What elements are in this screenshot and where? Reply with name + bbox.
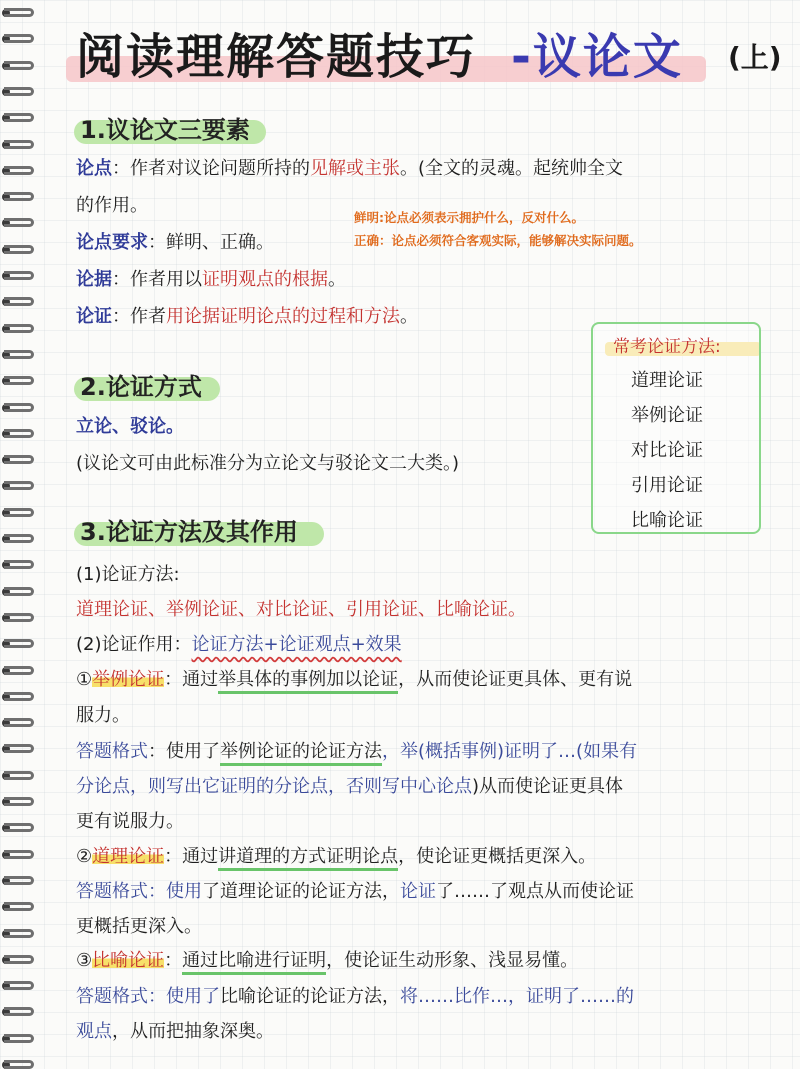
by-fmt-b: 比喻论证的论证方法， [220,986,400,1007]
title-part: (上) [728,41,782,74]
methods-box [591,322,761,534]
spiral-ring [4,455,34,464]
jl-line1 [76,667,632,693]
spiral-ring [4,403,34,412]
by-line1 [76,948,578,974]
spiral-ring [4,508,34,517]
title-topic: -议论文 [511,29,683,85]
yaoqiu-label: 论点要求 [76,232,148,253]
dl-fmt-b: 了道理论证的论证方法， [202,881,400,902]
by-fmt-line1 [76,984,634,1010]
spiral-ring [4,981,34,990]
by-name: 比喻论证 [92,950,165,971]
by-rest: ，使论证生动形象、浅显易懂。 [326,950,579,971]
jl-fmt-l2b: )从而使论证更具体 [472,776,624,797]
lunzheng-end: 。 [400,306,418,327]
spiral-ring [4,534,34,543]
by-fmt-l2b: ，从而把抽象深奥。 [112,1021,274,1042]
spiral-ring [4,560,34,569]
lunzheng-key: 用论据证明论点的过程和方法 [166,306,400,327]
by-fmt-line2 [76,1019,274,1045]
section2-heading [80,367,202,402]
spiral-ring [4,61,34,70]
lunzheng-text: ：作者 [112,306,166,327]
jl-fmt-line1 [76,739,637,765]
jl-colon: ：通过 [164,669,219,690]
spiral-ring [4,902,34,911]
dl-colon: ：通过 [164,846,219,867]
lunju-line [76,267,346,293]
spiral-ring [4,218,34,227]
section3-heading [80,512,298,547]
yaoqiu-text: ：鲜明、正确。 [148,232,274,253]
methods-box-title [613,332,721,357]
lundian-text: ：作者对议论问题所持的 [112,158,310,179]
spiral-ring [4,87,34,96]
lundian-key: 见解或主张 [310,158,400,179]
by-underline: 通过比喻进行证明 [182,950,326,975]
spiral-ring [4,166,34,175]
section1-heading [80,110,250,145]
spiral-ring [4,666,34,675]
by-fmt-c: 将……比作…，证明了……的 [400,986,634,1007]
dl-fmt-line2: 更概括更深入。 [76,916,202,937]
spiral-ring [4,34,34,43]
jl-fmt-line2 [76,774,623,800]
spiral-ring [4,376,34,385]
jl-fmt-underline: 举例论证的论证方法 [220,741,382,766]
spiral-ring [4,245,34,254]
spiral-ring [4,350,34,359]
spiral-ring [4,192,34,201]
jl-fmt-line3: 更有说服力。 [76,811,184,832]
spiral-ring [4,797,34,806]
dl-fmt-a: ：使用 [148,881,202,902]
s3-line3-label: (2)论证作用： [76,634,192,655]
spiral-ring [4,297,34,306]
methods-box-title-text: 常考论证方法: [613,337,721,357]
lunzheng-label: 论证 [76,306,112,327]
lundian-line [76,156,623,182]
spiral-ring [4,1060,34,1069]
spiral-ring [4,718,34,727]
spiral-ring [4,823,34,832]
spiral-ring [4,876,34,885]
section2-line1: 立论、驳论。 [76,416,184,437]
note-zhengque: 正确：论点必须符合客观实际，能够解决实际问题。 [354,233,642,248]
by-fmt-label: 答题格式 [76,986,148,1007]
lunzheng-line [76,304,418,330]
by-colon: ： [164,950,183,971]
title-main: 阅读理解答题技巧 [76,29,477,85]
jl-name: 举例论证 [92,669,165,690]
spiral-ring [4,850,34,859]
spiral-ring [4,692,34,701]
dl-line1 [76,844,596,870]
spiral-ring [4,1034,34,1043]
dl-name: 道理论证 [92,846,165,867]
s3-line2: 道理论证、举例论证、对比论证、引用论证、比喻论证。 [76,599,526,620]
dl-rest: ，使论证更概括更深入。 [398,846,597,867]
dl-fmt-d: 了……了观点从而使论证 [436,881,634,902]
method-item: 对比论证 [631,440,703,461]
jl-fmt-l2a: 分论点，则写出它证明的分论点，否则写中心论点 [76,776,472,797]
dl-fmt-label: 答题格式 [76,881,148,902]
spiral-ring [4,587,34,596]
spiral-ring [4,613,34,622]
spiral-ring [4,113,34,122]
section2-line2: (议论文可由此标准分为立论文与驳论文二大类。) [76,453,460,474]
spiral-ring [4,771,34,780]
spiral-ring [4,955,34,964]
spiral-ring [4,744,34,753]
page-title [76,14,782,94]
lundian-label: 论点 [76,158,112,179]
spiral-ring [4,140,34,149]
spiral-ring [4,639,34,648]
dl-fmt-c: 论证 [400,881,436,902]
spiral-ring [4,481,34,490]
spiral-ring [4,1007,34,1016]
lunju-text: ：作者用以 [112,269,202,290]
spiral-ring [4,271,34,280]
jl-fmt-label: 答题格式 [76,741,148,762]
s3-line1: (1)论证方法: [76,564,180,585]
method-item: 道理论证 [631,370,703,391]
spiral-ring [4,929,34,938]
jl-line2: 服力。 [76,705,130,726]
spiral-ring [4,8,34,17]
section1-heading-text: 1.议论文三要素 [80,116,250,144]
jl-rest: ，从而使论证更具体、更有说 [398,669,633,690]
method-item: 举例论证 [631,405,703,426]
section3-heading-text: 3.论证方法及其作用 [80,518,298,546]
section2-heading-text: 2.论证方式 [80,373,202,401]
spiral-ring [4,324,34,333]
by-num: ③ [76,950,93,971]
jl-fmt-b: ，举(概括事例)证明了…(如果有 [382,741,638,762]
jl-underline: 举具体的事例加以论证 [218,669,398,694]
lundian-rest: 。(全文的灵魂。起统帅全文 [400,158,624,179]
method-item: 引用论证 [631,475,703,496]
dl-num: ② [76,846,93,867]
yaoqiu-line [76,230,274,256]
lunju-key: 证明观点的根据 [202,269,328,290]
lunju-label: 论据 [76,269,112,290]
jl-fmt-a: ：使用了 [148,741,220,762]
method-item: 比喻论证 [631,510,703,531]
by-fmt-a: ：使用了 [148,986,220,1007]
dl-underline: 讲道理的方式证明论点 [218,846,398,871]
dl-fmt-line1 [76,879,634,905]
spiral-ring [4,429,34,438]
lundian-line2: 的作用。 [76,195,148,216]
note-xianming: 鲜明:论点必须表示拥护什么，反对什么。 [354,210,584,225]
lunju-end: 。 [328,269,346,290]
s3-line3 [76,632,402,658]
notebook-spiral [0,0,44,1067]
jl-num: ① [76,669,93,690]
s3-line3-formula: 论证方法+论证观点+效果 [191,634,402,655]
by-fmt-l2a: 观点 [76,1021,112,1042]
